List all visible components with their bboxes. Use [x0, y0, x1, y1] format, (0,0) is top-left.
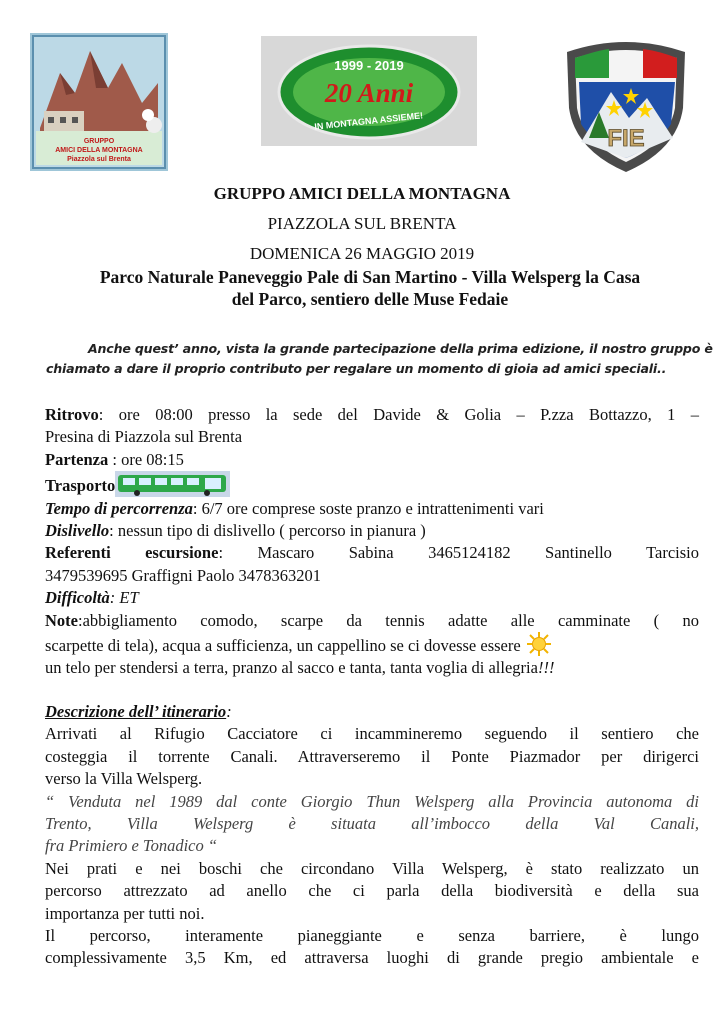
event-title-line2: del Parco, sentiero delle Muse Fedaie — [231, 289, 509, 309]
anniversary-logo — [261, 36, 477, 146]
logo-left-line1: GRUPPO — [83, 138, 115, 145]
note-exclaim: !!! — [537, 658, 555, 678]
itinerary-p3-line2: complessivamente 3,5 Km, ed attraversa luoghi di grande pregio ambientale e — [45, 948, 699, 968]
difficolta-label: Difficoltà — [45, 588, 110, 608]
group-logo — [30, 33, 168, 171]
itinerary-p2-line2: percorso attrezzato ad anello che ci parla della biodiversità e della sua — [45, 881, 699, 901]
town-name: PIAZZOLA SUL BRENTA — [267, 214, 457, 233]
ritrovo-value-2: Presina di Piazzola sul Brenta — [45, 427, 243, 447]
event-title-line1: Parco Naturale Paneveggio Pale di San Martino - Villa Welsperg la Casa — [99, 267, 641, 287]
referenti-value: : Mascaro Sabina 3465124182 Santinello Tarcisio — [218, 543, 699, 563]
logo-right-text: FIE — [607, 125, 645, 152]
logo-left-line2: AMICI DELLA MONTAGNA — [55, 147, 143, 154]
note-label: Note — [45, 610, 78, 630]
fie-logo — [559, 38, 693, 176]
note-value: :abbigliamento comodo, scarpe da tennis adatte alle camminate ( no — [77, 610, 699, 630]
logo-mid-main: 20 Anni — [324, 78, 414, 108]
intro-line1: Anche quest’ anno, vista la grande partecipazione della prima edizione, il nostro gruppo è — [88, 341, 713, 356]
tempo-label: Tempo di percorrenza — [45, 498, 193, 518]
ritrovo-label: Ritrovo — [45, 405, 99, 424]
trip-details — [45, 404, 699, 680]
event-title — [40, 266, 700, 310]
tempo-value: : 6/7 ore comprese soste pranzo e intrattenimenti vari — [192, 498, 544, 518]
trasporto-label: Trasporto — [45, 476, 116, 496]
referenti-label: Referenti escursione — [45, 543, 219, 563]
logo-left-line3: Piazzola sul Brenta — [67, 156, 131, 163]
intro-line2: chiamato a dare il proprio contributo per regalare un momento di gioia ad amici speciali.. — [46, 361, 667, 376]
itinerary-p1-line2: costeggia il torrente Canali. Attraverseremo il Ponte Piazmador per dirigerci — [45, 746, 699, 766]
sun-icon — [527, 632, 551, 656]
logo-mid-years: 1999 - 2019 — [334, 58, 404, 73]
group-name: GRUPPO AMICI DELLA MONTAGNA — [213, 184, 511, 203]
difficolta-value: : ET — [109, 588, 139, 608]
intro-paragraph — [46, 339, 713, 379]
ritrovo-value: : ore 08:00 presso la sede del Davide & Golia – P.zza Bottazzo, 1 – — [98, 405, 699, 424]
itinerary-p2-line3: importanza per tutti noi. — [45, 903, 205, 923]
dislivello-label: Dislivello — [45, 521, 110, 541]
itinerary-section — [45, 701, 699, 970]
itinerary-quote-line2: Trento, Villa Welsperg è situata all’imbocco della Val Canali, — [45, 814, 699, 834]
note-value-2: scarpette di tela), acqua a sufficienza, un cappellino se ci dovesse essere — [45, 636, 521, 656]
partenza-value: : ore 08:15 — [108, 449, 184, 469]
partenza-label: Partenza — [45, 449, 109, 469]
itinerary-quote-line1: “ Venduta nel 1989 dal conte Giorgio Thun Welsperg alla Provincia autonoma di — [45, 791, 699, 811]
note-value-3: un telo per stendersi a terra, pranzo al sacco e tanta, tanta voglia di allegria — [45, 658, 538, 678]
itinerary-p3-line1: Il percorso, interamente pianeggiante e senza barriere, è lungo — [45, 926, 699, 946]
itinerary-quote-line3: fra Primiero e Tonadico “ — [45, 836, 218, 856]
itinerary-p2-line1: Nei prati e nei boschi che circondano Villa Welsperg, è stato realizzato un — [45, 858, 699, 878]
itinerary-p1-line3: verso la Villa Welsperg. — [45, 769, 203, 789]
logo-mid-motto: IN MONTAGNA ASSIEME! — [313, 110, 424, 132]
itinerary-heading-colon: : — [226, 702, 232, 721]
event-date: DOMENICA 26 MAGGIO 2019 — [249, 244, 475, 263]
itinerary-heading: Descrizione dell’ itinerario — [45, 702, 227, 721]
dislivello-value: : nessun tipo di dislivello ( percorso in pianura ) — [109, 521, 426, 541]
referenti-value-2: 3479539695 Graffigni Paolo 3478363201 — [45, 565, 322, 585]
itinerary-p1-line1: Arrivati al Rifugio Cacciatore ci incammineremo seguendo il sentiero che — [45, 724, 699, 744]
bus-icon — [115, 471, 230, 495]
